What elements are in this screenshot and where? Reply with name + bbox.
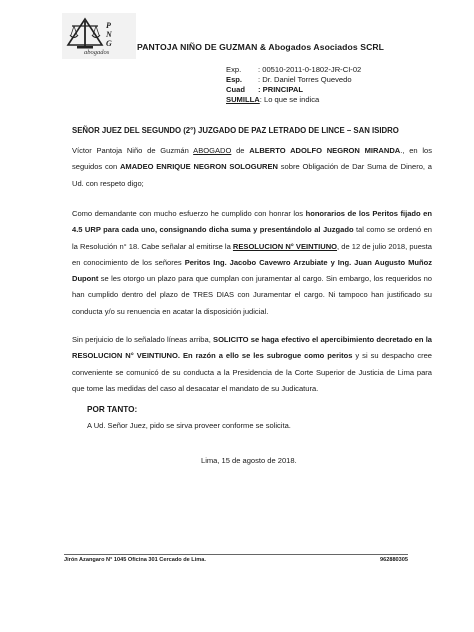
facts-paragraph — [72, 206, 432, 320]
p1-text-3: de — [231, 146, 250, 155]
p1-text-7: sobre Obligación de Dar Suma de Dinero, a Ud. con respeto digo; — [72, 162, 432, 188]
p3-text-3: y si su despacho cree conveniente se comunicó de su conducta a la Presidencia de la Corte Superior de Justicia de Lima para que tome las medidas del caso al desacatar el mandato de su Judicatura. — [72, 351, 432, 393]
p1-text-5: ., en los seguidos con — [72, 146, 433, 172]
exp-value: : 00510-2011-0-1802-JR-CI-02 — [258, 65, 362, 74]
p3-text-1: Sin perjuicio de lo señalado líneas arriba, — [72, 335, 214, 344]
case-meta — [226, 65, 361, 105]
firm-name: PANTOJA NIÑO DE GUZMAN & Abogados Asociados SCRL — [137, 42, 385, 52]
p1-client-name: ALBERTO ADOLFO NEGRON MIRANDA — [249, 146, 401, 155]
p1-opposing-name: AMADEO ENRIQUE NEGRON SOLOGUREN — [119, 162, 278, 172]
firm-logo — [62, 13, 136, 59]
logo-letters: P N G — [106, 21, 112, 48]
exp-row — [226, 65, 361, 75]
esp-row — [226, 75, 361, 85]
p2-fees: honorarios de los Peritos fijado en 4.5 URP para cada uno, consignando dicha suma y presentándolo al Juzgado — [72, 209, 432, 235]
cuad-label: Cuad — [226, 85, 245, 94]
date-line: Lima, 15 de agosto de 2018. — [201, 456, 297, 465]
request-paragraph — [72, 332, 432, 397]
p2-text-7: se les otorgo un plazo para que cumplan con juramentar al cargo. Sin embargo, los requeridos no han cumplido dentro del plazo de TRES DIAS con Juramentar el cargo. Ni tampoco han justificado su conducta y/o su renuencia en acatar la disposición judicial. — [72, 274, 432, 316]
footer-address: Jirón Azangaro N° 1045 Oficina 301 Cercado de Lima. — [64, 557, 206, 563]
p2-text-1: Como demandante con mucho esfuerzo he cumplido con honrar los — [72, 209, 306, 218]
footer-phone: 962880305 — [380, 557, 408, 563]
esp-label: Esp. — [226, 75, 243, 84]
p1-abogado: ABOGADO — [193, 146, 232, 155]
cuad-value: : PRINCIPAL — [258, 85, 303, 94]
p1-text-1: Víctor Pantoja Niño de Guzmán — [72, 146, 194, 155]
p2-text-5: , de 12 de julio 2018, puesta en conocimiento de los señores — [72, 241, 432, 267]
p2-text-3: tal como se ordenó en la Resolución n° 18. Cabe señalar al emitirse la — [72, 225, 432, 251]
logo-caption: abogados — [84, 49, 110, 56]
sumilla-row — [226, 95, 361, 105]
sumilla-label: SUMILLA — [226, 95, 260, 104]
addressee: SEÑOR JUEZ DEL SEGUNDO (2°) JUZGADO DE PAZ LETRADO DE LINCE – SAN ISIDRO — [72, 126, 399, 135]
intro-paragraph — [72, 143, 432, 192]
footer-divider — [64, 554, 408, 555]
p3-request: SOLICITO se haga efectivo el apercibimiento decretado en la RESOLUCION N° VEINTIUNO. En razón a ello se les subrogue como peritos — [72, 335, 433, 361]
esp-value: : Dr. Daniel Torres Quevedo — [258, 75, 352, 84]
cuad-row — [226, 85, 361, 95]
por-tanto-heading: POR TANTO: — [87, 405, 138, 414]
exp-label: Exp. — [226, 65, 242, 74]
sumilla-value: : Lo que se indica — [259, 95, 320, 104]
p2-experts: Peritos Ing. Jacobo Cavewro Arzubiate y Ing. Juan Augusto Muñoz Dupont — [72, 257, 432, 284]
p2-resolution: RESOLUCION N° VEINTIUNO — [232, 241, 338, 251]
petition-text: A Ud. Señor Juez, pido se sirva proveer conforme se solicita. — [87, 421, 291, 430]
